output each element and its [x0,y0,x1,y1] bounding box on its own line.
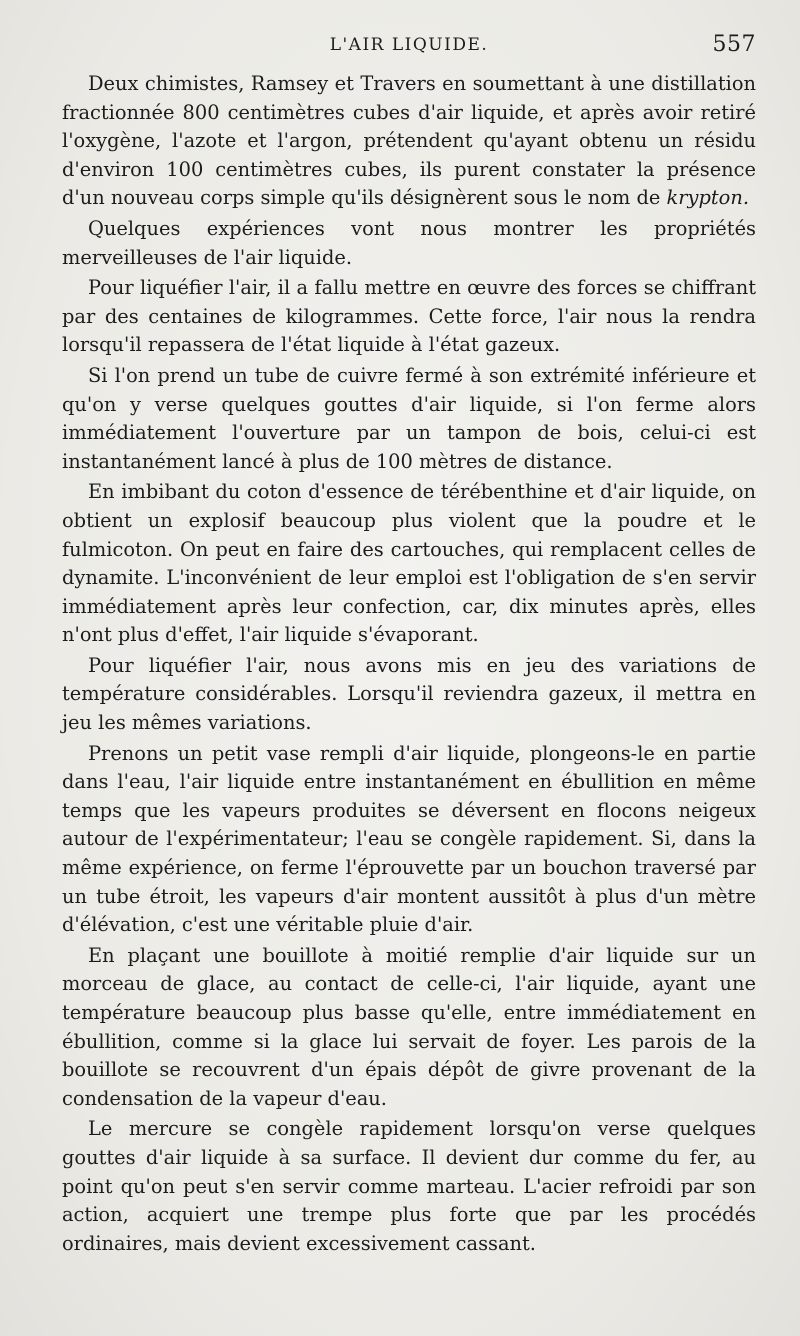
emphasized-word: krypton. [666,186,750,210]
paragraph-temperature-variations: Pour liquéfier l'air, nous avons mis en jeu des variations de température considérables. Lorsqu'il reviendra gazeux, il mettra en jeu les mêmes variations. [62,653,756,735]
running-title: L'AIR LIQUIDE. [329,35,489,55]
paragraph-experiments-intro: Quelques expériences vont nous montrer les propriétés merveilleuses de l'air liquide. [62,216,756,269]
page-number: 557 [712,32,756,57]
paragraph-explosive: En imbibant du coton d'essence de térébenthine et d'air liquide, on obtient un explosif beaucoup plus violent que la poudre et le fulmicoton. On peut en faire des cartouches, qui remplacent celles de dynamite. L'inconvénient de leur emploi est l'obligation de s'en servir immédiatement après leur confection, car, dix minutes après, elles n'ont plus d'effet, l'air liquide s'évaporant. [62,480,756,647]
running-header [62,30,756,64]
paragraph-liquefaction-forces: Pour liquéfier l'air, il a fallu mettre en œuvre des forces se chiffrant par des centaines de kilogrammes. Cette force, l'air nous la rendra lorsqu'il repassera de l'état liquide à l'état gazeux. [62,276,756,357]
paragraph-bouillote-on-ice: En plaçant une bouillote à moitié remplie d'air liquide sur un morceau de glace, au contact de celle-ci, l'air liquide, ayant une température beaucoup plus basse qu'elle, entre immédiatement en ébullition, comme si la glace lui servait de foyer. Les parois de la bouillote se recouvrent d'un épais dépôt de givre provenant de la condensation de la vapeur d'eau. [62,943,756,1110]
paragraph-krypton [62,70,756,213]
body-text [62,70,756,1260]
paragraph-copper-tube: Si l'on prend un tube de cuivre fermé à son extrémité inférieure et qu'on y verse quelques gouttes d'air liquide, si l'on ferme alors immédiatement l'ouverture par un tampon de bois, celui-ci est instantanément lancé à plus de 100 mètres de distance. [62,363,756,473]
paragraph-mercury: Le mercure se congèle rapidement lorsqu'on verse quelques gouttes d'air liquide à sa surface. Il devient dur comme du fer, au point qu'on peut s'en servir comme marteau. L'acier refroidi par son action, acquiert une trempe plus forte que par les procédés ordinaires, mais devient excessivement cassant. [62,1117,756,1255]
paragraph-text: Deux chimistes, Ramsey et Travers en soumettant à une distillation fractionnée 800 centimètres cubes d'air liquide, et après avoir retiré l'oxygène, l'azote et l'argon, prétendent qu'ayant obtenu un résidu d'environ 100 centimètres cubes, ils purent constater la présence d'un nouveau corps simple qu'ils désignèrent sous le nom de [62,72,756,210]
paragraph-vase-in-water: Prenons un petit vase rempli d'air liquide, plongeons-le en partie dans l'eau, l'air liquide entre instantanément en ébullition en même temps que les vapeurs produites se déversent en flocons neigeux autour de l'expérimentateur; l'eau se congèle rapidement. Si, dans la même expérience, on ferme l'éprouvette par un bouchon traversé par un tube étroit, les vapeurs d'air montent aussitôt à plus d'un mètre d'élévation, c'est une véritable pluie d'air. [62,741,756,937]
